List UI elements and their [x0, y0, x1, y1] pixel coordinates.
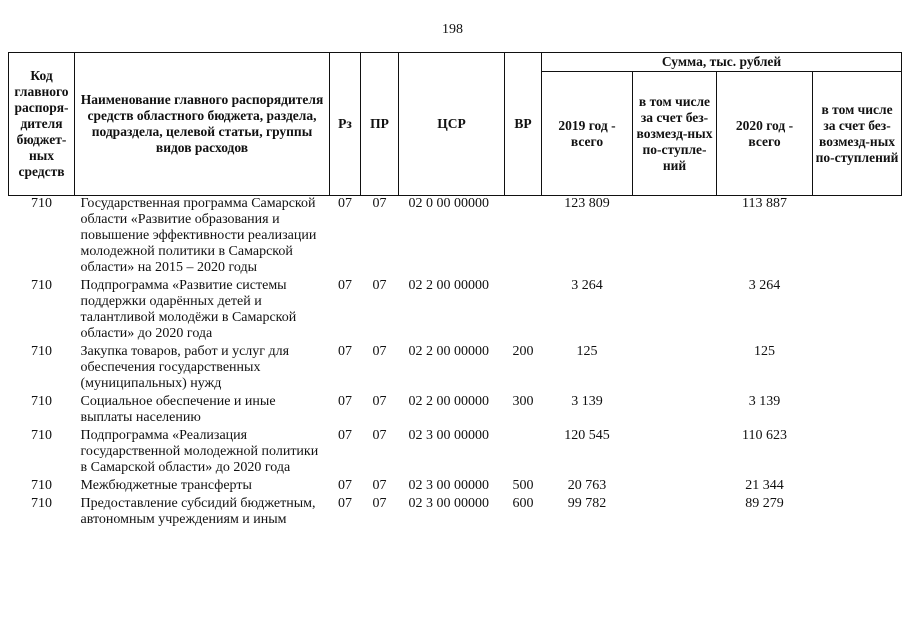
cell-2019-free [633, 496, 717, 530]
cell-code: 710 [31, 196, 52, 211]
cell-vr [505, 428, 542, 478]
cell-2019-total: 125 [576, 344, 598, 359]
cell-2019-free [633, 196, 717, 279]
page-number: 198 [442, 22, 463, 37]
cell-2020-total: 110 623 [742, 428, 787, 443]
cell-csr: 02 3 00 00000 [408, 478, 489, 493]
cell-pr: 07 [372, 344, 387, 359]
header-2019-free: в том числе за счет без-возмезд-ных по-ступле-ний [633, 72, 717, 196]
cell-vr [505, 278, 542, 344]
cell-2020-total: 3 139 [748, 394, 781, 409]
header-code: Код главного распоря-дителя бюджет-ных средств [9, 53, 75, 196]
cell-vr [505, 196, 542, 279]
header-2020-free: в том числе за счет без-возмезд-ных по-ступлений [813, 72, 902, 196]
cell-2020-free [813, 344, 902, 394]
header-sum-group: Сумма, тыс. рублей [542, 53, 902, 72]
cell-2019-total: 123 809 [564, 196, 610, 211]
cell-2020-free [813, 196, 902, 279]
cell-2020-total: 113 887 [742, 196, 787, 211]
cell-rz: 07 [338, 428, 352, 443]
cell-pr: 07 [372, 496, 387, 511]
table-row [9, 394, 902, 428]
cell-csr: 02 3 00 00000 [408, 496, 489, 511]
cell-rz: 07 [338, 344, 352, 359]
cell-vr: 500 [512, 478, 534, 493]
header-csr: ЦСР [399, 53, 505, 196]
cell-rz: 07 [338, 278, 352, 293]
table-row [9, 478, 902, 496]
cell-2019-free [633, 428, 717, 478]
cell-csr: 02 2 00 00000 [408, 278, 489, 293]
cell-2020-free [813, 394, 902, 428]
cell-code: 710 [31, 344, 52, 359]
cell-2020-free [813, 496, 902, 530]
cell-2019-free [633, 344, 717, 394]
cell-code: 710 [31, 394, 52, 409]
cell-name: Подпрограмма «Развитие системы поддержки одарённых детей и талантливой молодёжи в Самарской области» до 2020 года [80, 278, 297, 341]
cell-vr: 300 [512, 394, 534, 409]
header-name: Наименование главного распорядителя средств областного бюджета, раздела, подраздела, целевой статьи, группы видов расходов [75, 53, 330, 196]
cell-2019-free [633, 394, 717, 428]
cell-2020-free [813, 428, 902, 478]
cell-name: Межбюджетные трансферты [80, 478, 252, 493]
header-2019-total: 2019 год - всего [542, 72, 633, 196]
cell-pr: 07 [372, 278, 387, 293]
cell-vr: 200 [512, 344, 534, 359]
header-rz: Рз [330, 53, 361, 196]
cell-name: Подпрограмма «Реализация государственной молодежной политики в Самарской области» до 2020 года [80, 428, 319, 475]
cell-2020-total: 125 [754, 344, 775, 359]
cell-rz: 07 [338, 196, 352, 211]
cell-2019-total: 3 264 [571, 278, 603, 293]
cell-2020-total: 89 279 [745, 496, 784, 511]
table-row [9, 344, 902, 394]
table-row [9, 428, 902, 478]
cell-csr: 02 2 00 00000 [408, 344, 489, 359]
cell-2019-total: 3 139 [571, 394, 603, 409]
header-pr: ПР [361, 53, 399, 196]
cell-vr: 600 [512, 496, 534, 511]
table-header [9, 53, 902, 196]
table-row [9, 278, 902, 344]
cell-2020-free [813, 478, 902, 496]
cell-code: 710 [31, 478, 52, 493]
cell-name: Социальное обеспечение и иные выплаты населению [80, 394, 276, 425]
cell-csr: 02 2 00 00000 [408, 394, 489, 409]
cell-rz: 07 [338, 394, 352, 409]
cell-2019-free [633, 478, 717, 496]
cell-2020-free [813, 278, 902, 344]
cell-2019-total: 120 545 [564, 428, 610, 443]
cell-name: Государственная программа Самарской области «Развитие образования и повышение эффективности реализации молодежной политики в Самарской области» на 2015 – 2020 годы [80, 196, 317, 275]
cell-2020-total: 3 264 [748, 278, 781, 293]
table-body [9, 196, 902, 531]
cell-code: 710 [31, 428, 52, 443]
cell-pr: 07 [372, 428, 387, 443]
cell-2019-free [633, 278, 717, 344]
cell-2019-total: 99 782 [567, 496, 607, 511]
cell-2019-total: 20 763 [567, 478, 607, 493]
cell-name: Предоставление субсидий бюджетным, автономным учреждениям и иным [80, 496, 316, 527]
cell-name: Закупка товаров, работ и услуг для обеспечения государственных (муниципальных) нужд [80, 344, 290, 391]
table-row [9, 496, 902, 530]
cell-rz: 07 [338, 496, 352, 511]
header-2020-total: 2020 год - всего [717, 72, 813, 196]
cell-code: 710 [31, 278, 52, 293]
budget-table [8, 52, 902, 530]
table-row [9, 196, 902, 279]
cell-code: 710 [31, 496, 52, 511]
cell-pr: 07 [372, 196, 387, 211]
cell-csr: 02 3 00 00000 [408, 428, 489, 443]
cell-rz: 07 [338, 478, 352, 493]
cell-2020-total: 21 344 [745, 478, 784, 493]
cell-pr: 07 [372, 478, 387, 493]
cell-pr: 07 [372, 394, 387, 409]
header-vr: ВР [505, 53, 542, 196]
cell-csr: 02 0 00 00000 [408, 196, 489, 211]
